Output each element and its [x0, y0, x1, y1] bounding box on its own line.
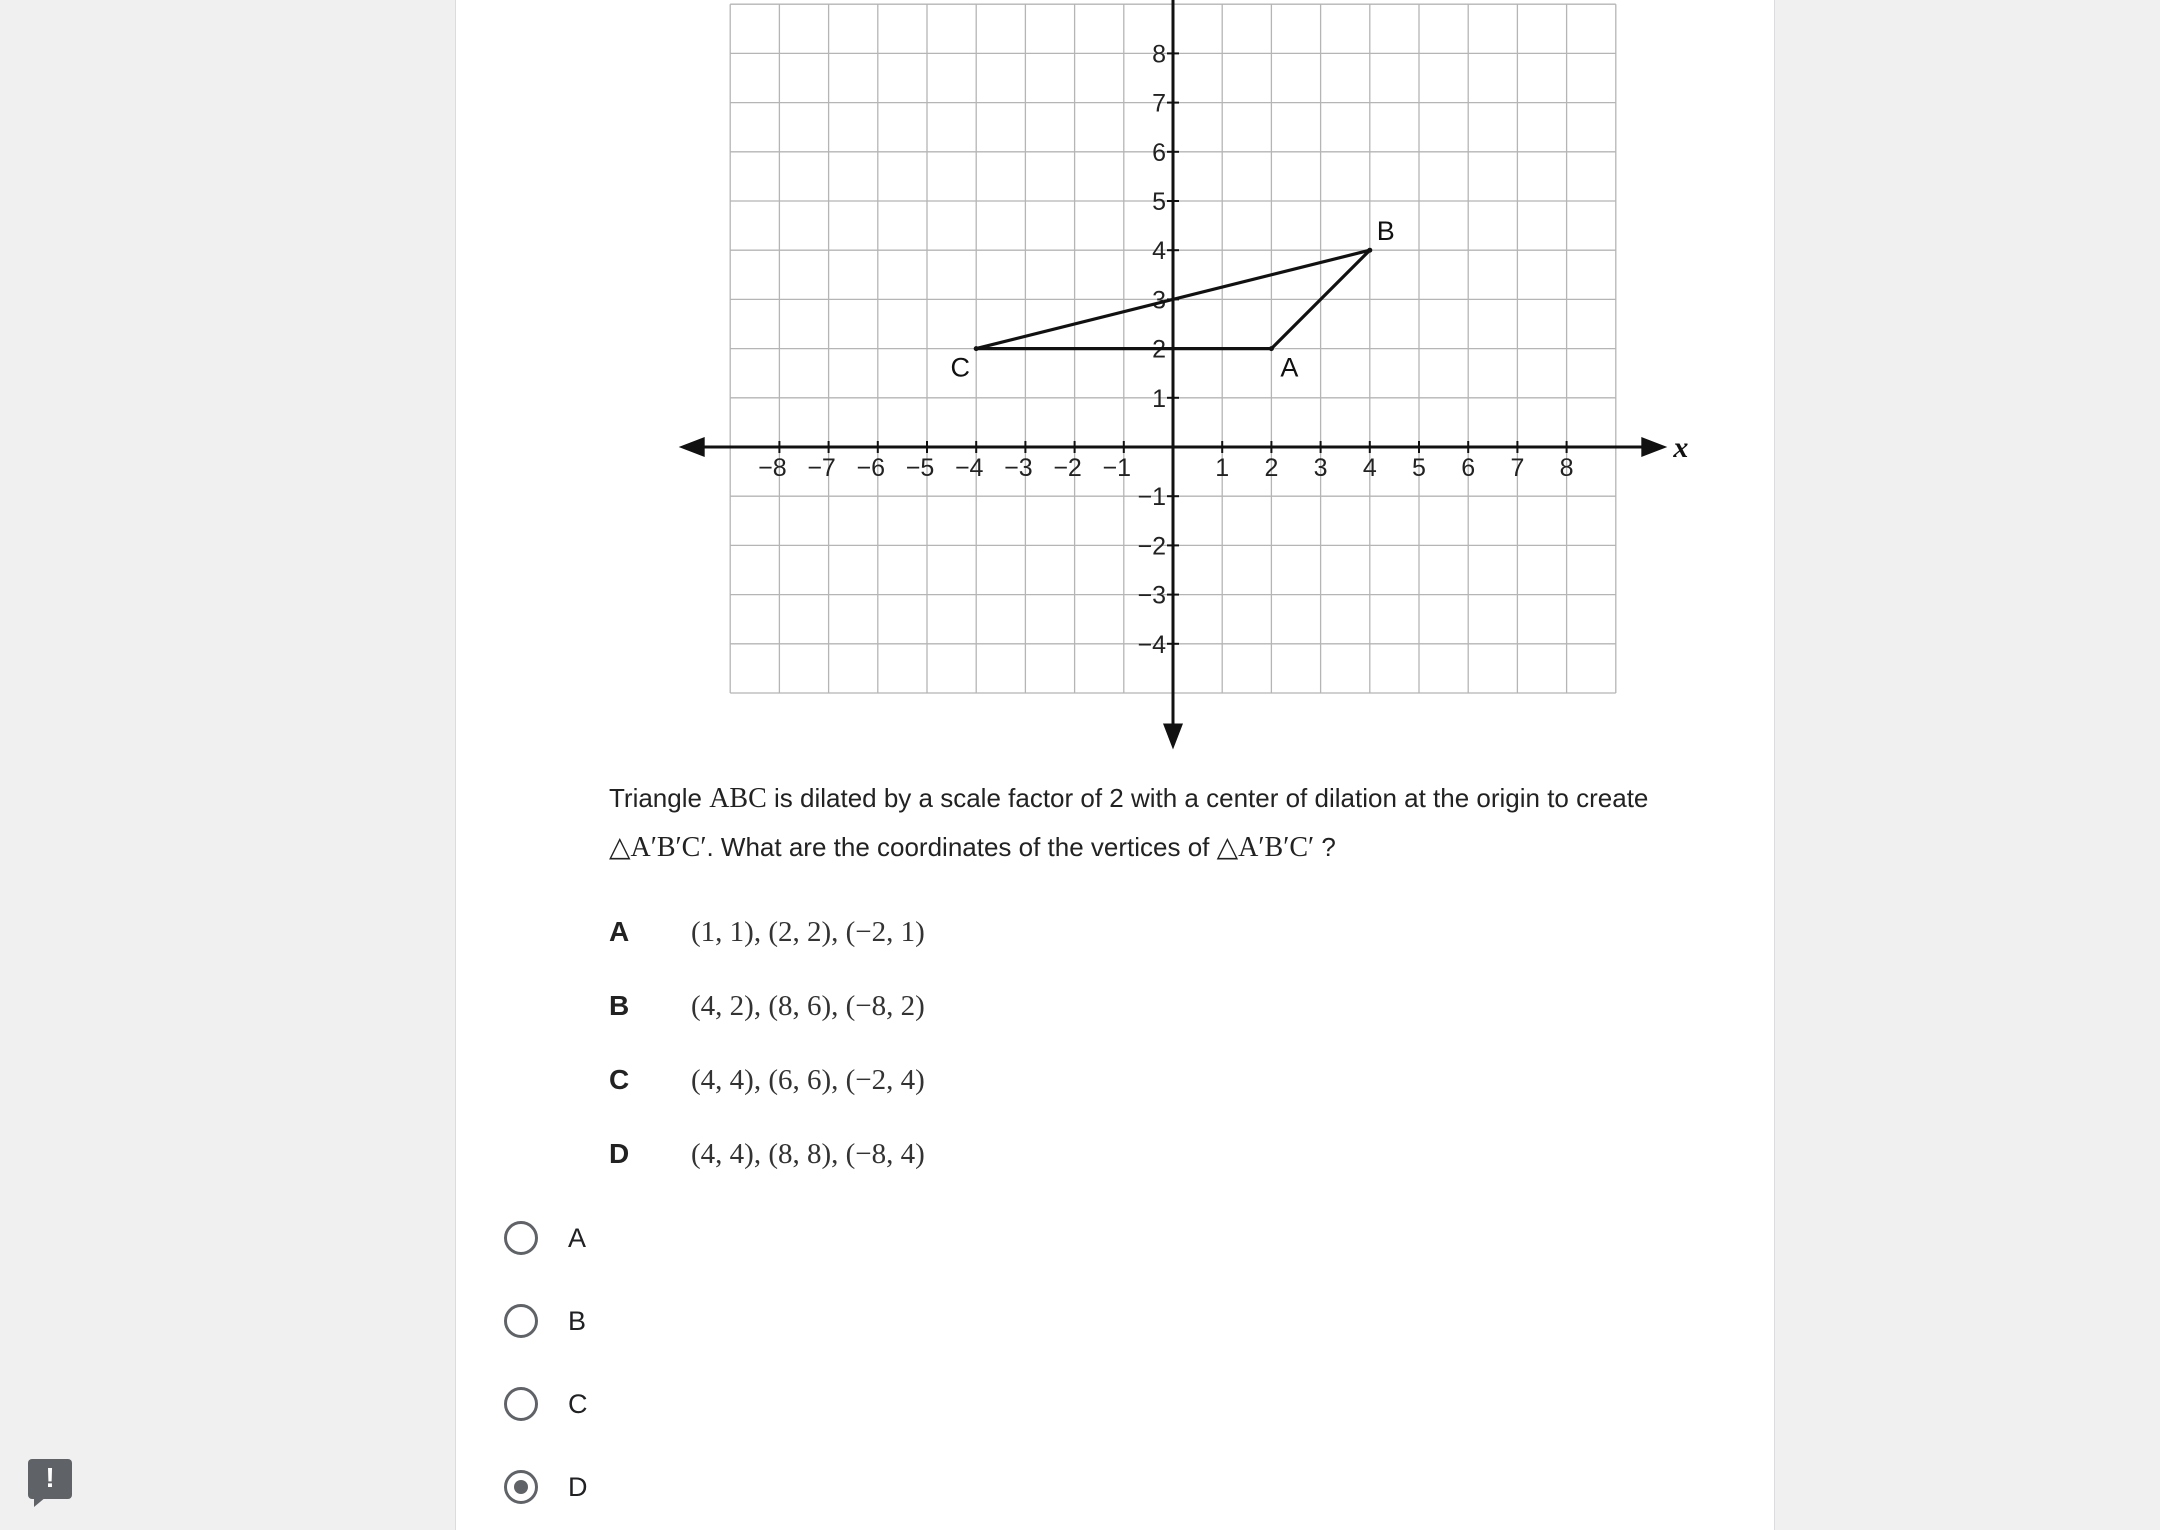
radio-button[interactable] — [504, 1221, 538, 1255]
coordinate-grid — [456, 0, 1776, 760]
choice-letter: A — [609, 916, 630, 947]
question-part-2: is dilated by a scale factor of 2 with a center of dilation at the origin to create — [766, 783, 1649, 813]
x-tick-label: 6 — [1461, 454, 1476, 482]
radio-label: B — [568, 1306, 587, 1336]
radio-button[interactable] — [504, 1387, 538, 1421]
choice-coordinates: (1, 1), (2, 2), (−2, 1) — [691, 916, 925, 948]
y-tick-label: 5 — [1152, 188, 1166, 216]
x-tick-label: −6 — [856, 454, 886, 482]
x-tick-label: 1 — [1215, 454, 1230, 482]
question-triangle-prime-2: △A′B′C′ — [1216, 832, 1315, 863]
question-part-1: Triangle — [609, 783, 710, 813]
y-tick-label: 1 — [1152, 384, 1166, 413]
x-tick-label: 4 — [1362, 454, 1377, 482]
x-axis-right-arrow — [1641, 437, 1667, 457]
choice-letter: B — [609, 990, 630, 1021]
x-tick-label: −4 — [954, 454, 984, 482]
x-tick-label: 2 — [1264, 454, 1279, 482]
choice-letter: D — [609, 1138, 630, 1169]
vertex-point-c — [974, 346, 979, 351]
radio-selected-dot — [514, 1480, 528, 1494]
y-tick-label: −1 — [1137, 483, 1166, 512]
radio-option-a[interactable] — [504, 1221, 904, 1271]
y-tick-label: 3 — [1152, 286, 1166, 315]
question-part-3: . What are the coordinates of the vertices of — [706, 832, 1217, 862]
vertex-label-a: A — [1280, 352, 1299, 383]
x-tick-label: −7 — [807, 454, 836, 482]
x-tick-label: 3 — [1313, 454, 1328, 482]
vertex-point-b — [1367, 248, 1372, 253]
x-axis-left-arrow — [679, 437, 705, 457]
y-tick-label: 8 — [1152, 40, 1166, 69]
choice-coordinates: (4, 4), (8, 8), (−8, 4) — [691, 1138, 925, 1170]
choice-letter: C — [609, 1064, 630, 1095]
vertex-label-c: C — [950, 352, 970, 383]
x-axis-label: x — [1673, 431, 1689, 464]
y-tick-label: 2 — [1152, 335, 1166, 364]
y-tick-label: −2 — [1137, 532, 1166, 561]
radio-option-b[interactable] — [504, 1304, 904, 1354]
vertex-label-b: B — [1376, 216, 1395, 247]
x-tick-label: −1 — [1102, 454, 1132, 482]
radio-button[interactable] — [504, 1304, 538, 1338]
y-tick-label: 4 — [1152, 237, 1166, 266]
vertex-point-a — [1269, 346, 1274, 351]
radio-button-selected[interactable] — [504, 1470, 538, 1504]
question-abc: ABC — [709, 783, 767, 814]
y-axis-down-arrow — [1163, 723, 1183, 749]
x-tick-label: −8 — [758, 454, 787, 482]
radio-label: C — [568, 1389, 588, 1419]
x-tick-label: 5 — [1412, 454, 1426, 482]
radio-option-c[interactable] — [504, 1387, 904, 1437]
question-part-4: ? — [1314, 832, 1336, 862]
y-tick-label: 7 — [1152, 89, 1166, 118]
report-problem-icon[interactable]: ! — [28, 1459, 72, 1499]
x-tick-label: −5 — [905, 454, 935, 482]
form-question-card — [455, 0, 1775, 1530]
radio-label: A — [568, 1223, 587, 1253]
x-tick-label: −2 — [1053, 454, 1082, 482]
y-tick-label: 6 — [1152, 138, 1166, 167]
radio-label: D — [568, 1472, 588, 1502]
y-tick-label: −3 — [1137, 581, 1166, 610]
y-tick-label: −4 — [1137, 630, 1166, 659]
x-tick-label: 7 — [1510, 454, 1525, 482]
question-triangle-prime-1: △A′B′C′ — [609, 832, 707, 863]
question-text — [609, 774, 1739, 872]
x-tick-label: −3 — [1004, 454, 1033, 482]
radio-option-d[interactable] — [504, 1470, 904, 1520]
x-tick-label: 8 — [1559, 454, 1574, 482]
choice-coordinates: (4, 4), (6, 6), (−2, 4) — [691, 1064, 925, 1096]
choice-coordinates: (4, 2), (8, 6), (−8, 2) — [691, 990, 925, 1022]
